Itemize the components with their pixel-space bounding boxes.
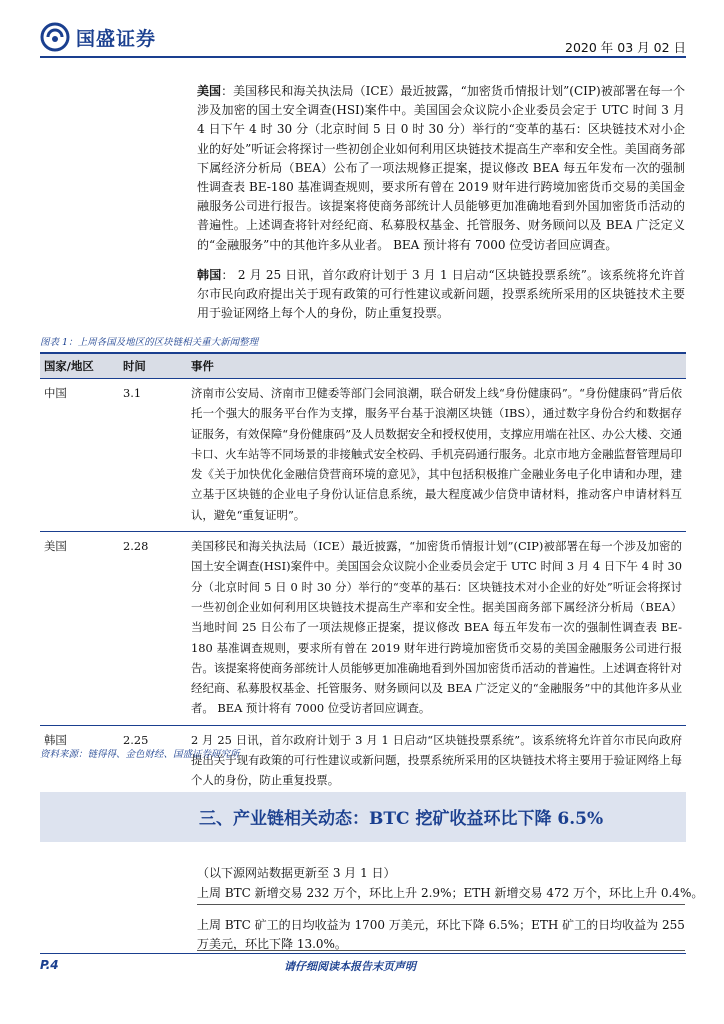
- text-divider: [197, 904, 685, 905]
- cell-time: 2.28: [119, 532, 187, 726]
- data-update-note: （以下源网站数据更新至 3 月 1 日）: [197, 866, 396, 880]
- table-row: [40, 532, 686, 726]
- header-time: 时间: [119, 353, 187, 379]
- footer-disclaimer: 请仔细阅读本报告末页声明: [284, 960, 416, 973]
- company-logo: [40, 22, 156, 52]
- header-region: 国家/地区: [40, 353, 119, 379]
- cell-time: 3.1: [119, 379, 187, 532]
- brand-name: 国盛证券: [76, 27, 157, 50]
- paragraph-label: 美国: [197, 84, 222, 98]
- footer-divider: [40, 953, 686, 954]
- paragraph-text: ：美国移民和海关执法局（ICE）最近披露，“加密货币情报计划”(CIP)被部署在每一个涉及加密的国土安全调查(HSI)案件中。美国国会众议院小企业委员会定于 UTC 时间 3 月 4 日下午 4 时 30 分（北京时间 5 日 0 时 30 分）举行的“变革的基石：区块链技术对小企业的好处”听证会将探讨一些初创企业如何利用区块链技术提高生产率和安全性。美国商务部下属经济分析局（BEA）公布了一项法规修正提案，提议修改 BEA 每五年发布一次的强制性调查表 BE-180 基准调查规则，要求所有曾在 2019 财年进行跨境加密货币交易的美国金融服务公司进行报告。该提案将使商务部统计人员能够更加准确地看到外国加密货币活动的普遍性。上述调查将针对经纪商、私募股权基金、托管服务、财务顾问以及 BEA 广泛定义的“金融服务”中的其他许多从业者。 BEA 预计将有 7000 位受访者回应调查。: [197, 84, 685, 252]
- page-number: P.4: [40, 958, 59, 972]
- table-row: [40, 725, 686, 797]
- news-table: [40, 352, 686, 798]
- section-title: 三、产业链相关动态：BTC 挖矿收益环比下降 6.5%: [199, 809, 604, 829]
- paragraph-korea: [197, 266, 685, 324]
- cell-event: 济南市公安局、济南市卫健委等部门会同浪潮，联合研发上线“身份健康码”。“身份健康码”背后依托一个强大的服务平台作为支撑，服务平台基于浪潮区块链（IBS），通过数字身份合约和数据存证服务，有效保障“身份健康码”及人员数据安全和授权使用，支撑应用端在社区、办公大楼、交通卡口、火车站等不同场景的非接触式安全校码、手机亮码通行服务。北京市地方金融监督管理局印发《关于加快优化金融信贷营商环境的意见》，其中包括积极推广金融业务电子化申请和办理，建立基于区块链的企业电子身份认证信息系统，最大程度减少信贷申请材料，推动客户申请材料互认，避免“重复证明”。: [187, 379, 686, 532]
- header-divider: [40, 56, 686, 58]
- cell-event: 美国移民和海关执法局（ICE）最近披露，“加密货币情报计划”(CIP)被部署在每一个涉及加密的国土安全调查(HSI)案件中。美国国会众议院小企业委员会定于 UTC 时间 3 月 4 日下午 4 时 30 分（北京时间 5 日 0 时 30 分）举行的“变革的基石：区块链技术对小企业的好处”听证会将探讨一些初创企业如何利用区块链技术提高生产率和安全性。据美国商务部下属经济分析局（BEA）当地时间 25 日公布了一项法规修正提案，提议修改 BEA 每五年发布一次的强制性调查表 BE-180 基准调查规则，要求所有曾在 2019 财年进行跨境加密货币交易的美国金融服务公司进行报告。该提案将使商务部统计人员能够更加准确地看到外国加密货币活动的普遍性。上述调查将针对经纪商、私募股权基金、托管服务、财务顾问以及 BEA 广泛定义的“金融服务”中的其他许多从业者。 BEA 预计将有 7000 位受访者回应调查。: [187, 532, 686, 726]
- miner-revenue-summary: 上周 BTC 矿工的日均收益为 1700 万美元，环比下降 6.5%；ETH 矿工的日均收益为 255 万美元，环比下降 13.0%。: [197, 918, 685, 951]
- table-row: [40, 379, 686, 532]
- text-divider: [197, 950, 685, 951]
- cell-event: 2 月 25 日讯，首尔政府计划于 3 月 1 日启动“区块链投票系统”。该系统将允许首尔市民向政府提出关于现有政策的可行性建议或新问题，投票系统所采用的区块链技术将主要用于验证网络上每个人的身份，防止重复投票。: [187, 725, 686, 797]
- paragraph-usa: [197, 82, 685, 255]
- header-event: 事件: [187, 353, 686, 379]
- paragraph-text: ： 2 月 25 日讯，首尔政府计划于 3 月 1 日启动“区块链投票系统”。该系统将允许首尔市民向政府提出关于现有政策的可行性建议或新问题，投票系统所采用的区块链技术主要用于验证网络上每个人的身份，防止重复投票。: [197, 268, 685, 321]
- table-source: 资料来源：链得得、金色财经、国盛证券研究所: [40, 749, 240, 760]
- report-date: 2020 年 03 月 02 日: [565, 40, 686, 55]
- cell-region: 中国: [40, 379, 119, 532]
- cell-region: 美国: [40, 532, 119, 726]
- figure-caption: 图表 1：上周各国及地区的区块链相关重大新闻整理: [40, 337, 259, 348]
- logo-mark-icon: [40, 22, 70, 52]
- table-header-row: [40, 353, 686, 379]
- paragraph-label: 韩国: [197, 268, 222, 282]
- cell-time: 2.25: [119, 725, 187, 797]
- transaction-summary: 上周 BTC 新增交易 232 万个，环比上升 2.9%；ETH 新增交易 472 万个，环比上升 0.4%。: [197, 886, 704, 900]
- cell-region: 韩国: [40, 725, 119, 797]
